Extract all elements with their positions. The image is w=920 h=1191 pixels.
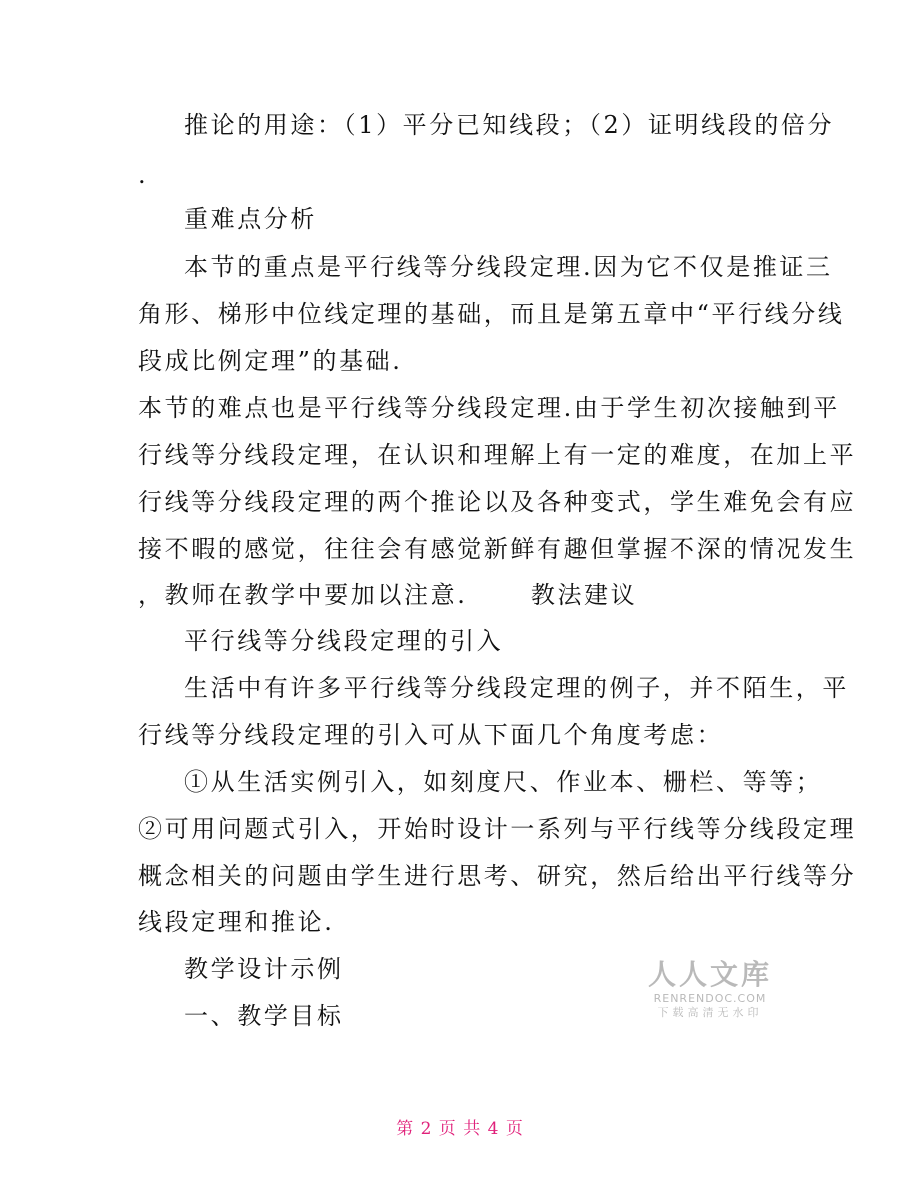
- watermark-title: 人人文库: [648, 958, 773, 991]
- text-line: 本节的难点也是平行线等分线段定理.由于学生初次接触到平: [138, 394, 840, 422]
- text-line: .: [138, 161, 149, 189]
- section-heading: 一、教学目标: [184, 1002, 344, 1030]
- section-heading: 平行线等分线段定理的引入: [184, 627, 504, 655]
- text-line: 本节的重点是平行线等分线段定理.因为它不仅是推证三: [184, 253, 833, 281]
- text-line: 概念相关的问题由学生进行思考、研究，然后给出平行线等分: [138, 862, 857, 890]
- text-line: 线段定理和推论.: [138, 908, 335, 936]
- text-line: 行线等分线段定理的引入可从下面几个角度考虑：: [138, 721, 724, 749]
- section-heading: 教学设计示例: [184, 955, 344, 983]
- text-line: 行线等分线段定理的两个推论以及各种变式，学生难免会有应: [138, 488, 857, 516]
- section-heading: 重难点分析: [184, 205, 317, 233]
- text-line: 行线等分线段定理，在认识和理解上有一定的难度，在加上平: [138, 441, 857, 469]
- watermark-domain: RENRENDOC.COM: [653, 992, 767, 1005]
- text-line: 推论的用途：（1）平分已知线段；（2）证明线段的倍分: [184, 111, 835, 139]
- list-item: ②可用问题式引入，开始时设计一系列与平行线等分线段定理: [138, 815, 857, 843]
- text-line: 段成比例定理”的基础.: [138, 347, 403, 375]
- text-line: ，教师在教学中要加以注意. 教法建议: [138, 581, 638, 609]
- watermark-logo: [648, 958, 772, 1020]
- page-number-footer: 第 2 页 共 4 页: [396, 1119, 524, 1139]
- watermark-subtitle: 下载高清无水印: [657, 1006, 763, 1019]
- list-item: ①从生活实例引入，如刻度尺、作业本、栅栏、等等；: [184, 768, 823, 796]
- text-line: 接不暇的感觉，往往会有感觉新鲜有趣但掌握不深的情况发生: [138, 535, 857, 563]
- text-line: 生活中有许多平行线等分线段定理的例子，并不陌生，平: [184, 674, 849, 702]
- text-line: 角形、梯形中位线定理的基础，而且是第五章中“平行线分线: [138, 300, 845, 328]
